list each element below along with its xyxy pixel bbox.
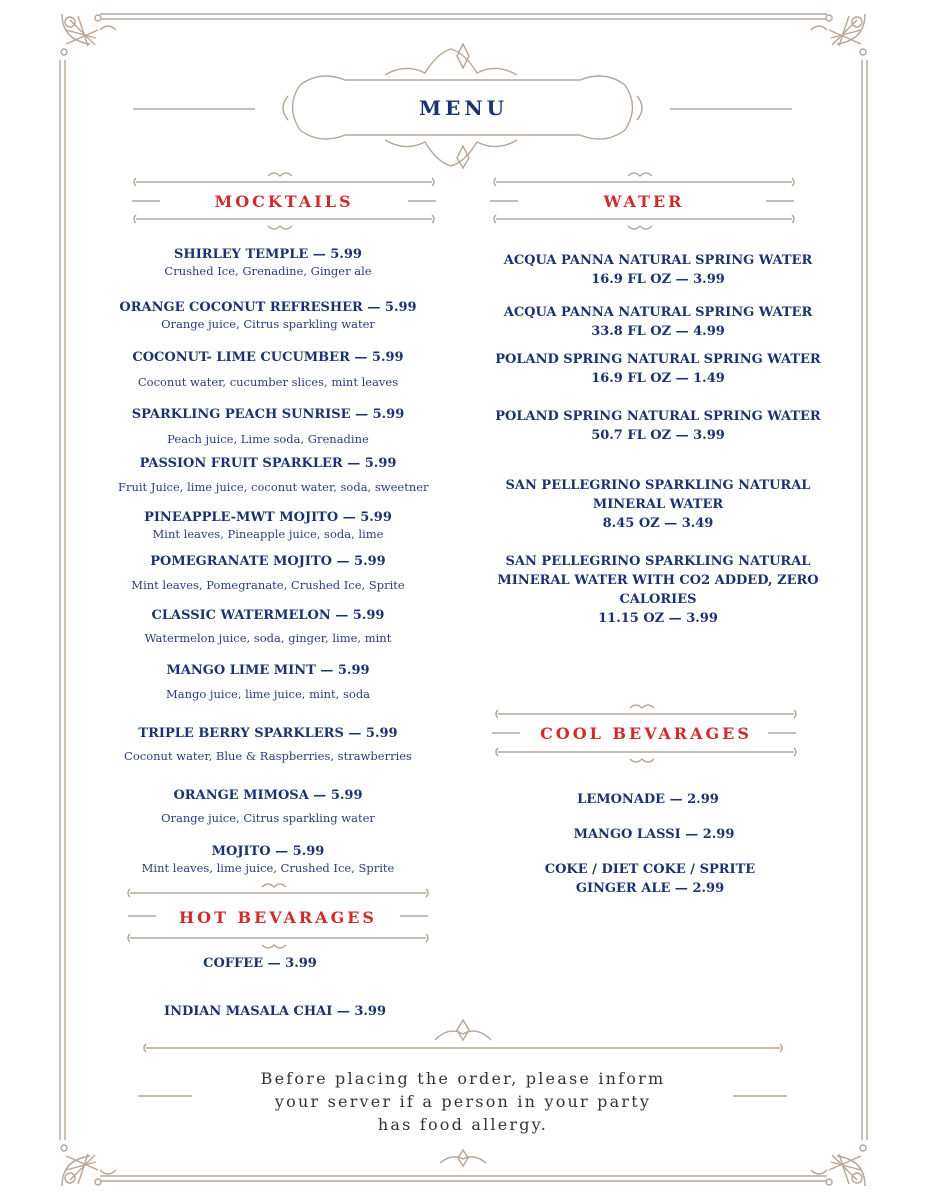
menu-item (118, 454, 429, 495)
item-name-cont: CALORIES (619, 592, 697, 607)
menu-item (118, 552, 418, 593)
menu-item (488, 251, 828, 289)
water-heading: WATER (603, 192, 685, 211)
item-name: TRIPLE BERRY SPARKLERS — 5.99 (138, 726, 398, 741)
item-desc: Coconut water, cucumber slices, mint leaves (137, 375, 399, 389)
item-name-cont: MINERAL WATER WITH CO2 ADDED, ZERO (497, 573, 819, 588)
item-desc: Watermelon juice, soda, ginger, lime, mint (144, 631, 392, 645)
item-name: POLAND SPRING NATURAL SPRING WATER (495, 352, 821, 367)
menu-item (488, 476, 828, 533)
menu-item (488, 407, 828, 445)
menu-item (478, 790, 818, 809)
item-price: 16.9 FL OZ — 3.99 (591, 272, 725, 287)
item-name: POMEGRANATE MOJITO — 5.99 (150, 554, 386, 569)
item-price: 8.45 OZ — 3.49 (602, 516, 714, 531)
item-desc: Orange juice, Citrus sparkling water (161, 811, 375, 825)
allergy-notice (213, 1067, 713, 1136)
menu-item (118, 606, 418, 646)
item-name: SAN PELLEGRINO SPARKLING NATURAL (505, 554, 811, 569)
hot-beverages-heading: HOT BEVARAGES (179, 908, 377, 927)
item-name: ORANGE MIMOSA — 5.99 (173, 788, 363, 803)
item-name: CLASSIC WATERMELON — 5.99 (151, 608, 385, 623)
allergy-notice-line: Before placing the order, please inform (260, 1069, 666, 1088)
item-price: 16.9 FL OZ — 1.49 (591, 371, 725, 386)
menu-item (118, 348, 418, 390)
item-desc: Mint leaves, Pineapple juice, soda, lime (152, 527, 384, 541)
menu-item (488, 552, 828, 628)
item-name: PINEAPPLE-MWT MOJITO — 5.99 (144, 510, 392, 525)
menu-item (118, 298, 418, 332)
item-name: MANGO LASSI — 2.99 (573, 827, 735, 842)
item-name: MOJITO — 5.99 (211, 844, 325, 859)
menu-item (118, 245, 418, 279)
item-price: 50.7 FL OZ — 3.99 (591, 428, 725, 443)
item-name-cont: MINERAL WATER (592, 497, 724, 512)
item-name: INDIAN MASALA CHAI — 3.99 (163, 1004, 387, 1019)
item-desc: Crushed Ice, Grenadine, Ginger ale (164, 264, 372, 278)
item-desc: Mango juice, lime juice, mint, soda (165, 687, 371, 701)
menu-item (488, 350, 828, 388)
item-name: COFFEE — 3.99 (203, 956, 317, 971)
item-name: LEMONADE — 2.99 (577, 792, 719, 807)
item-price: GINGER ALE — 2.99 (575, 881, 725, 896)
menu-item (118, 661, 418, 702)
item-desc: Peach juice, Lime soda, Grenadine (167, 432, 369, 446)
item-name: ORANGE COCONUT REFRESHER — 5.99 (119, 300, 417, 315)
item-name: SPARKLING PEACH SUNRISE — 5.99 (131, 407, 405, 422)
item-name: SHIRLEY TEMPLE — 5.99 (174, 247, 362, 262)
item-price: 11.15 OZ — 3.99 (598, 611, 718, 626)
item-name: POLAND SPRING NATURAL SPRING WATER (495, 409, 821, 424)
allergy-notice-line: your server if a person in your party (274, 1092, 652, 1111)
item-name: SAN PELLEGRINO SPARKLING NATURAL (505, 478, 811, 493)
item-desc: Coconut water, Blue & Raspberries, strawberries (124, 749, 412, 763)
menu-item (110, 954, 410, 973)
item-name: ACQUA PANNA NATURAL SPRING WATER (503, 305, 813, 320)
item-price: 33.8 FL OZ — 4.99 (591, 324, 725, 339)
allergy-notice-line: has food allergy. (377, 1115, 549, 1134)
menu-title: MENU (418, 96, 509, 120)
item-name: ACQUA PANNA NATURAL SPRING WATER (503, 253, 813, 268)
item-name: COCONUT- LIME CUCUMBER — 5.99 (132, 350, 404, 365)
item-desc: Orange juice, Citrus sparkling water (161, 317, 375, 331)
item-desc: Mint leaves, lime juice, Crushed Ice, Sprite (141, 861, 395, 875)
cool-beverages-heading: COOL BEVARAGES (540, 724, 752, 743)
item-desc: Mint leaves, Pomegranate, Crushed Ice, Sprite (131, 578, 405, 592)
menu-item (118, 405, 418, 447)
menu-item (125, 1002, 425, 1021)
menu-item (118, 724, 418, 764)
item-name: COKE / DIET COKE / SPRITE (544, 862, 756, 877)
item-name: MANGO LIME MINT — 5.99 (166, 663, 370, 678)
mocktails-heading: MOCKTAILS (214, 192, 354, 211)
menu-item (118, 508, 418, 542)
menu-item (484, 825, 824, 844)
menu-item (488, 303, 828, 341)
menu-item (118, 842, 418, 876)
menu-item (480, 860, 820, 898)
item-desc: Fruit Juice, lime juice, coconut water, soda, sweetner (118, 480, 429, 494)
item-name: PASSION FRUIT SPARKLER — 5.99 (139, 456, 397, 471)
menu-item (118, 786, 418, 826)
